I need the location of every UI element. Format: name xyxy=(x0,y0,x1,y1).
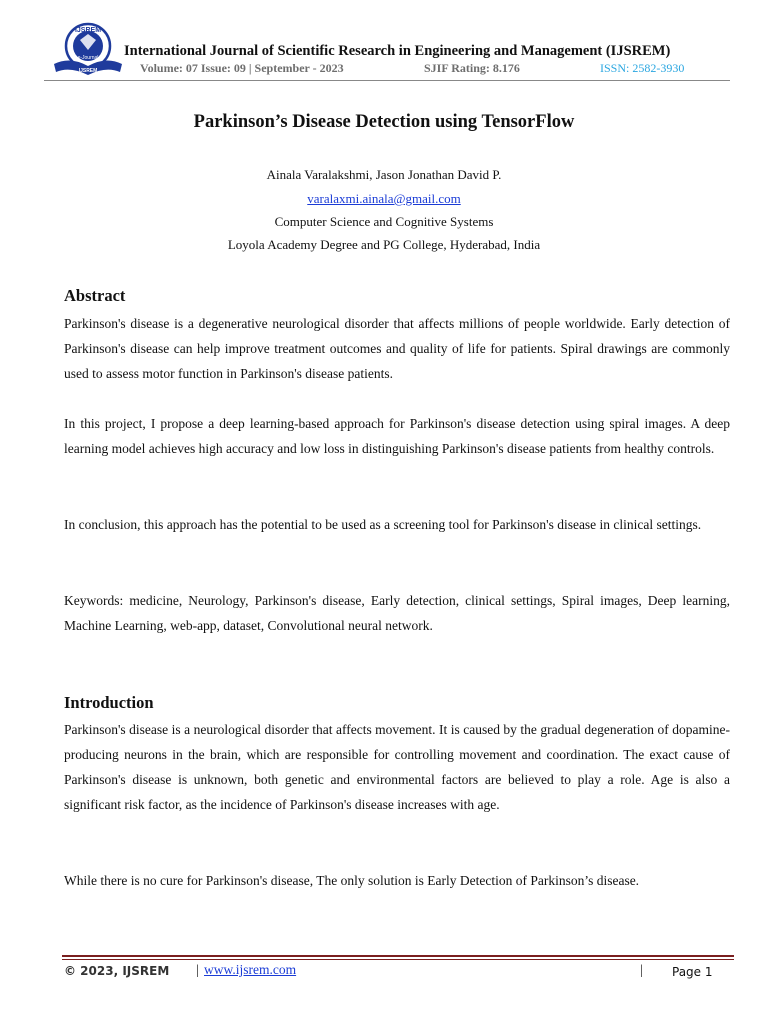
sjif-rating: SJIF Rating: 8.176 xyxy=(424,61,520,75)
issn: ISSN: 2582-3930 xyxy=(600,61,685,75)
header-divider xyxy=(44,80,730,81)
copyright: © 2023, IJSREM xyxy=(64,964,170,978)
email-link[interactable]: varalaxmi.ainala@gmail.com xyxy=(307,191,461,206)
abstract-paragraph-2: In this project, I propose a deep learning-based approach for Parkinson's disease detection using spiral images. A deep learning model achieves high accuracy and low loss in distinguishing Parkinson's disease patients from healthy controls. xyxy=(64,416,730,456)
introduction-paragraph-2: While there is no cure for Parkinson's disease, The only solution is Early Detection of Parkinson’s disease. xyxy=(64,873,640,888)
footer-separator: | xyxy=(196,962,199,977)
volume-info: Volume: 07 Issue: 09 | September - 2023 xyxy=(140,61,344,75)
page-number: Page 1 xyxy=(672,965,713,979)
website-link[interactable]: www.ijsrem.com xyxy=(204,962,297,977)
keywords: Keywords: medicine, Neurology, Parkinson's disease, Early detection, clinical settings, Spiral images, Deep learning, Machine Learning, web-app, dataset, Convolutional neural network. xyxy=(64,593,730,633)
ijsrem-logo-icon xyxy=(50,20,126,80)
logo-bottom-text: IJSREM xyxy=(78,68,98,74)
abstract-paragraph-3: In conclusion, this approach has the potential to be used as a screening tool for Parkinson's disease in clinical settings. xyxy=(64,517,702,532)
abstract-paragraph-1: Parkinson's disease is a degenerative neurological disorder that affects millions of people worldwide. Early detection of Parkinson's disease can help improve treatment outcomes and quality of life for patients. Spiral drawings are commonly used to assess motor function in Parkinson's disease patients. xyxy=(64,316,730,381)
introduction-paragraph-1: Parkinson's disease is a neurological disorder that affects movement. It is caused by the gradual degeneration of dopamine-producing neurons in the brain, which are responsible for controlling movement and coordination. The exact cause of Parkinson's disease is unknown, both genetic and environmental factors are believed to play a role. Age is also a significant risk factor, as the incidence of Parkinson's disease increases with age. xyxy=(64,722,730,812)
logo-top-text: IJSREM xyxy=(74,27,102,34)
journal-header xyxy=(0,0,768,82)
journal-title: International Journal of Scientific Research in Engineering and Management (IJSREM) xyxy=(124,43,671,59)
department: Computer Science and Cognitive Systems xyxy=(274,214,494,229)
email-line xyxy=(0,191,768,207)
footer-divider xyxy=(62,955,734,957)
institution: Loyola Academy Degree and PG College, Hyderabad, India xyxy=(227,237,541,252)
authors: Ainala Varalakshmi, Jason Jonathan David P. xyxy=(266,167,502,182)
introduction-heading: Introduction xyxy=(64,693,154,712)
paper-title: Parkinson’s Disease Detection using TensorFlow xyxy=(193,112,575,132)
abstract-heading: Abstract xyxy=(64,286,126,305)
logo-mid-text: e-Journal xyxy=(77,55,99,61)
footer-separator-right: | xyxy=(640,962,643,977)
footer-divider-thin xyxy=(62,959,734,960)
